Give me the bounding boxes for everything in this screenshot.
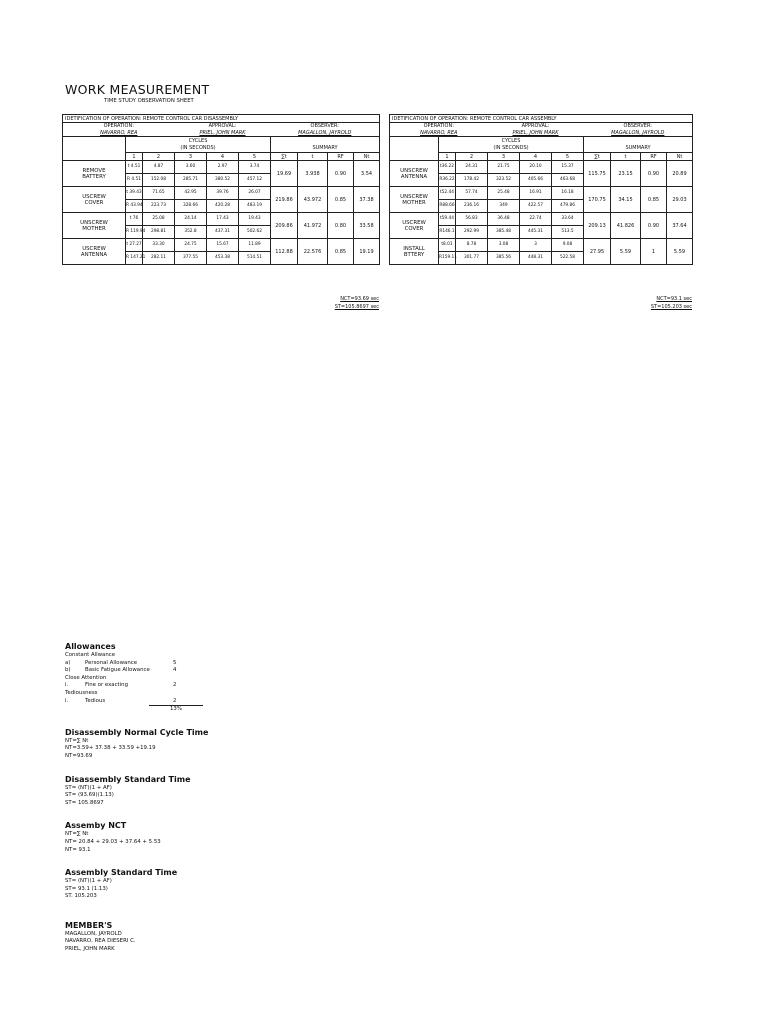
step-name-line: REMOVE [82, 167, 106, 174]
summary-cell: 170.75 [584, 187, 611, 213]
cumulative-reading-cell: R88.66 [439, 200, 456, 213]
cycle-time-cell: 33.64 [552, 213, 584, 226]
summary-cell: 0.90 [641, 161, 667, 187]
cycle-time-cell: 19.43 [239, 213, 271, 226]
standard-time: ST=105.8697 sec [334, 303, 379, 310]
table-row [63, 161, 380, 174]
cumulative-reading-cell: R 43.94 [126, 200, 143, 213]
calculation-section [65, 868, 265, 901]
cycle-time-cell: 71.65 [143, 187, 175, 200]
calculation-line: ST= 105.8697 [65, 799, 104, 806]
summary-cell: 23.15 [611, 161, 641, 187]
calculation-heading: Assemby NCT [65, 821, 127, 831]
cumulative-reading-cell: R159.11 [439, 252, 456, 265]
allowance-row [65, 682, 265, 690]
cycle-time-cell: 3.08 [488, 239, 520, 252]
observer-label: OBSERVER: [584, 123, 693, 130]
cumulative-reading-cell: 380.52 [207, 174, 239, 187]
summary-cell: 37.64 [667, 213, 693, 239]
allowance-row [65, 667, 265, 675]
cycle-time-cell: 26.07 [239, 187, 271, 200]
summary-cell: 22.576 [298, 239, 328, 265]
allowance-value: 2 [173, 682, 177, 689]
calculation-line: NT= 20.84 + 29.03 + 37.64 + 5.53 [65, 838, 161, 845]
cycle-time-cell: 33.30 [143, 239, 175, 252]
cycle-time-cell: 24.14 [175, 213, 207, 226]
summary-column-header: t [611, 153, 641, 161]
cumulative-reading-cell: R 119.94 [126, 226, 143, 239]
summary-cell: 1 [641, 239, 667, 265]
allowance-key: b) [65, 667, 71, 674]
cycle-time-cell: 3.74 [239, 161, 271, 174]
operator-name: NAVARRO, REA [420, 129, 458, 136]
approval-value [488, 130, 584, 137]
allowance-key: a) [65, 659, 71, 666]
allowance-total: 13% [149, 705, 203, 714]
summary-label: SUMMARY [584, 145, 693, 153]
summary-column-header: RF [641, 153, 667, 161]
step-name-line: ANTENNA [80, 251, 108, 258]
summary-cell: 34.15 [611, 187, 641, 213]
cycle-time-cell: 16.18 [552, 187, 584, 200]
cycle-time-cell: 24.31 [456, 161, 488, 174]
table-row [390, 137, 693, 145]
summary-cell: 20.89 [667, 161, 693, 187]
approval-label: APPROVAL: [521, 123, 550, 130]
step-name-line: USCREW [402, 219, 426, 226]
cumulative-reading-cell: 522.58 [552, 252, 584, 265]
cycle-time-cell: t59.44 [439, 213, 456, 226]
calculation-line: ST= (NT)(1 + AF) [65, 878, 112, 885]
close-attention-label: Close Attention [65, 674, 107, 681]
summary-cell: 27.95 [584, 239, 611, 265]
allowance-value: 4 [173, 667, 177, 674]
summary-column-header: ∑t [584, 153, 611, 161]
cycle-time-cell: 39.76 [207, 187, 239, 200]
standard-time: ST=105.203 sec [650, 303, 692, 310]
summary-cell: 115.75 [584, 161, 611, 187]
allowance-key: i. [65, 682, 69, 689]
summary-cell: 19.19 [354, 239, 380, 265]
allowance-key: i. [65, 697, 69, 704]
time-totals [572, 296, 692, 311]
cumulative-reading-cell: 479.86 [552, 200, 584, 213]
cycles-label: CYCLES [439, 137, 584, 145]
calculation-section [65, 775, 265, 808]
observer-name: MAGALLON, JAYROLD [611, 129, 665, 136]
cumulative-reading-cell: 502.62 [239, 226, 271, 239]
observation-table [62, 114, 380, 265]
approval-value [175, 130, 271, 137]
summary-cell: 33.58 [354, 213, 380, 239]
calculation-line: ST. 105.203 [65, 893, 97, 900]
tediousness-label: Tediousness [65, 689, 98, 696]
observer-value [584, 130, 693, 137]
cumulative-reading-cell: R 4.51 [126, 174, 143, 187]
cumulative-reading-cell: 457.12 [239, 174, 271, 187]
cycle-time-cell: t52.44 [439, 187, 456, 200]
member-name: MAGALLON, JAYROLD [65, 930, 122, 937]
page-subtitle: TIME STUDY OBSERVATION SHEET [104, 98, 194, 104]
blank-cell [271, 137, 380, 145]
table-row [390, 187, 693, 200]
summary-cell: 0.90 [641, 213, 667, 239]
cumulative-reading-cell: 445.31 [520, 226, 552, 239]
table-row [63, 187, 380, 200]
cumulative-reading-cell: 483.19 [239, 200, 271, 213]
allowances-section [65, 642, 265, 714]
operation-step-name [63, 213, 126, 239]
cumulative-reading-cell: 292.99 [456, 226, 488, 239]
summary-column-header: ∑t [271, 153, 298, 161]
summary-cell: 219.86 [271, 187, 298, 213]
step-name-line: COVER [404, 225, 424, 232]
normal-cycle-time: NCT=93.1 sec [656, 296, 692, 302]
observer-label: OBSERVER: [271, 123, 380, 130]
operation-step-name [390, 187, 439, 213]
cycle-number-header: 4 [520, 153, 552, 161]
cumulative-reading-cell: 298.81 [143, 226, 175, 239]
operation-identification: IDETIFICATION OF OPERATION: REMOTE CONTROL CAR ASSEMBLY [390, 115, 693, 123]
summary-cell: 209.13 [584, 213, 611, 239]
step-name-line: USCREW [82, 245, 106, 252]
calc-sections [65, 728, 265, 901]
cycle-number-header: 3 [488, 153, 520, 161]
cumulative-reading-cell: 463.68 [552, 174, 584, 187]
cumulative-reading-cell: 453.38 [207, 252, 239, 265]
step-name-line: MOTHER [402, 199, 426, 206]
cycle-time-cell: 3.60 [175, 161, 207, 174]
step-name-line: MOTHER [82, 225, 106, 232]
cycle-time-cell: t8.01 [439, 239, 456, 252]
cycle-time-cell: 21.75 [488, 161, 520, 174]
cumulative-reading-cell: 352.8 [175, 226, 207, 239]
summary-cell: 5.59 [611, 239, 641, 265]
cumulative-reading-cell: 236.16 [456, 200, 488, 213]
cumulative-reading-cell: 420.28 [207, 200, 239, 213]
step-name-line: UNSCREW [80, 219, 108, 226]
summary-cell: 0.90 [328, 161, 354, 187]
members-section [65, 921, 265, 954]
cycle-time-cell: 17.43 [207, 213, 239, 226]
summary-cell: 29.03 [667, 187, 693, 213]
operation-step-name [390, 239, 439, 265]
allowance-value: 5 [173, 659, 177, 666]
cumulative-reading-cell: 405.66 [520, 174, 552, 187]
cycles-sublabel: (IN SECONDS) [126, 145, 271, 153]
cumulative-reading-cell: 514.51 [239, 252, 271, 265]
cycle-time-cell: t36.22 [439, 161, 456, 174]
cycle-number-header: 5 [239, 153, 271, 161]
operation-value [390, 130, 488, 137]
page-title: WORK MEASUREMENT [65, 82, 210, 97]
allowance-row [65, 698, 265, 706]
cycle-time-cell: 15.67 [207, 239, 239, 252]
operation-label: OPERATION: [63, 123, 175, 130]
cycle-time-cell: 42.95 [175, 187, 207, 200]
allowance-value: 2 [173, 697, 177, 704]
summary-cell: 37.38 [354, 187, 380, 213]
step-name-line: INSTALL [403, 245, 425, 252]
operation-identification: IDETIFICATION OF OPERATION: REMOTE CONTROL CAR DISASSEMBLY [63, 115, 380, 123]
cumulative-reading-cell: 385.48 [488, 226, 520, 239]
table-row [63, 213, 380, 226]
step-name-line: USCREW [82, 193, 106, 200]
cumulative-reading-cell: R36.22 [439, 174, 456, 187]
cycle-number-header: 1 [126, 153, 143, 161]
allowance-row [65, 660, 265, 668]
member-name: NAVARRO, REA DIESERI C. [65, 938, 136, 945]
step-name-line: BTTERY [403, 251, 425, 258]
approver-name: PRIEL, JOHN MARK [512, 129, 559, 136]
cycle-time-cell: 20.10 [520, 161, 552, 174]
calculation-line: NT=93.69 [65, 752, 93, 759]
summary-cell: 112.88 [271, 239, 298, 265]
step-name-line: UNSCREW [400, 167, 428, 174]
cycle-number-header: 2 [143, 153, 175, 161]
summary-cell: 209.86 [271, 213, 298, 239]
cumulative-reading-cell: 349 [488, 200, 520, 213]
cycle-time-cell: t 4.51 [126, 161, 143, 174]
cumulative-reading-cell: R146.1 [439, 226, 456, 239]
cumulative-reading-cell: 323.52 [488, 174, 520, 187]
summary-cell: 0.85 [641, 187, 667, 213]
summary-label: SUMMARY [271, 145, 380, 153]
cycle-time-cell: 3 [520, 239, 552, 252]
table-row [63, 115, 380, 123]
cycle-time-cell: 24.75 [175, 239, 207, 252]
calculation-heading: Disassembly Normal Cycle Time [65, 727, 209, 737]
cycle-time-cell: t 27.27 [126, 239, 143, 252]
calculation-section [65, 728, 265, 761]
cumulative-reading-cell: 282.11 [143, 252, 175, 265]
cycle-time-cell: 9.08 [552, 239, 584, 252]
operator-name: NAVARRO, REA [100, 129, 138, 136]
cycle-time-cell: 15.37 [552, 161, 584, 174]
calculation-line: NT=∑ Nt [65, 831, 89, 838]
cycles-sublabel: (IN SECONDS) [439, 145, 584, 153]
cumulative-reading-cell: 178.42 [456, 174, 488, 187]
allowances-heading: Allowances [65, 642, 116, 651]
cumulative-reading-cell: 448.31 [520, 252, 552, 265]
table-row [390, 213, 693, 226]
blank-cell [63, 137, 126, 161]
cycle-number-header: 2 [456, 153, 488, 161]
summary-cell: 19.69 [271, 161, 298, 187]
summary-cell: 41.826 [611, 213, 641, 239]
operation-step-name [63, 187, 126, 213]
summary-column-header: Nt [667, 153, 693, 161]
cycle-time-cell: 4.87 [143, 161, 175, 174]
summary-column-header: RF [328, 153, 354, 161]
calculation-line: ST= (93.69)(1.13) [65, 792, 114, 799]
cycles-label: CYCLES [126, 137, 271, 145]
calculation-line: NT=∑ Nt [65, 737, 89, 744]
step-name-line: BATTERY [82, 173, 106, 180]
table-row [390, 115, 693, 123]
calculation-notes [65, 642, 265, 963]
members-heading: MEMBER'S [65, 920, 113, 930]
operation-step-name [390, 213, 439, 239]
approver-name: PRIEL, JOHN MARK [199, 129, 246, 136]
table-row [390, 130, 693, 137]
calculation-line: ST= 93.1 (1.13) [65, 885, 108, 892]
cumulative-reading-cell: 385.56 [488, 252, 520, 265]
operation-step-name [390, 161, 439, 187]
summary-column-header: t [298, 153, 328, 161]
table-row [63, 123, 380, 130]
summary-cell: 3.54 [354, 161, 380, 187]
member-name: PRIEL, JOHN MARK [65, 946, 115, 953]
summary-cell: 3.938 [298, 161, 328, 187]
calculation-heading: Disassembly Standard Time [65, 774, 191, 784]
cumulative-reading-cell: 437.31 [207, 226, 239, 239]
summary-cell: 0.85 [328, 239, 354, 265]
cumulative-reading-cell: 152.08 [143, 174, 175, 187]
operation-step-name [63, 161, 126, 187]
summary-cell: 0.80 [328, 213, 354, 239]
step-name-line: ANTENNA [400, 173, 428, 180]
time-totals [259, 296, 379, 311]
observer-name: MAGALLON, JAYROLD [298, 129, 352, 136]
cumulative-reading-cell: 223.73 [143, 200, 175, 213]
cycle-time-cell: 36.48 [488, 213, 520, 226]
cycle-time-cell: 2.97 [207, 161, 239, 174]
cycle-time-cell: 25.48 [488, 187, 520, 200]
cycle-time-cell: 57.74 [456, 187, 488, 200]
calculation-line: NT=3.59+ 37.38 + 33.59 +19.19 [65, 745, 156, 752]
table-row [63, 130, 380, 137]
calculation-line: NT= 93.1 [65, 846, 91, 853]
operation-step-name [63, 239, 126, 265]
cycle-time-cell: t 76 [126, 213, 143, 226]
cycle-time-cell: 16.91 [520, 187, 552, 200]
cycle-time-cell: 8.78 [456, 239, 488, 252]
summary-cell: 5.59 [667, 239, 693, 265]
operation-label: OPERATION: [390, 123, 488, 130]
summary-cell: 41.972 [298, 213, 328, 239]
cycle-time-cell: 22.74 [520, 213, 552, 226]
cycle-time-cell: 11.89 [239, 239, 271, 252]
cumulative-reading-cell: 301.77 [456, 252, 488, 265]
allowance-label: Tedious [85, 697, 106, 704]
approval-label: APPROVAL: [208, 123, 237, 130]
table-row [63, 239, 380, 252]
cumulative-reading-cell: 285.71 [175, 174, 207, 187]
normal-cycle-time: NCT=93.69 sec [340, 296, 379, 302]
operation-value [63, 130, 175, 137]
allowance-label: Personal Allowance [85, 659, 138, 666]
summary-cell: 43.972 [298, 187, 328, 213]
summary-column-header: Nt [354, 153, 380, 161]
constant-allowance-label: Constant Allwance [65, 652, 116, 658]
calculation-heading: Assembly Standard Time [65, 868, 178, 878]
cycle-number-header: 1 [439, 153, 456, 161]
cycle-time-cell: t 39.43 [126, 187, 143, 200]
cumulative-reading-cell: 422.57 [520, 200, 552, 213]
table-row [390, 123, 693, 130]
cycle-number-header: 4 [207, 153, 239, 161]
cumulative-reading-cell: 513.5 [552, 226, 584, 239]
observation-table [389, 114, 693, 265]
allowance-label: Fine or exacting [85, 682, 129, 689]
observer-value [271, 130, 380, 137]
step-name-line: COVER [84, 199, 104, 206]
cycle-time-cell: 56.83 [456, 213, 488, 226]
cumulative-reading-cell: R 147.21 [126, 252, 143, 265]
summary-cell: 0.85 [328, 187, 354, 213]
blank-cell [390, 137, 439, 161]
table-row [390, 239, 693, 252]
cumulative-reading-cell: 328.66 [175, 200, 207, 213]
cumulative-reading-cell: 377.55 [175, 252, 207, 265]
calculation-line: ST= (NT)(1 + AF) [65, 784, 112, 791]
cycle-time-cell: 25.08 [143, 213, 175, 226]
table-row [390, 161, 693, 174]
blank-cell [584, 137, 693, 145]
cycle-number-header: 3 [175, 153, 207, 161]
table-row [63, 137, 380, 145]
allowance-label: Basic Fatigue Allowance [85, 667, 150, 674]
calculation-section [65, 821, 265, 854]
cycle-number-header: 5 [552, 153, 584, 161]
step-name-line: UNSCREW [400, 193, 428, 200]
